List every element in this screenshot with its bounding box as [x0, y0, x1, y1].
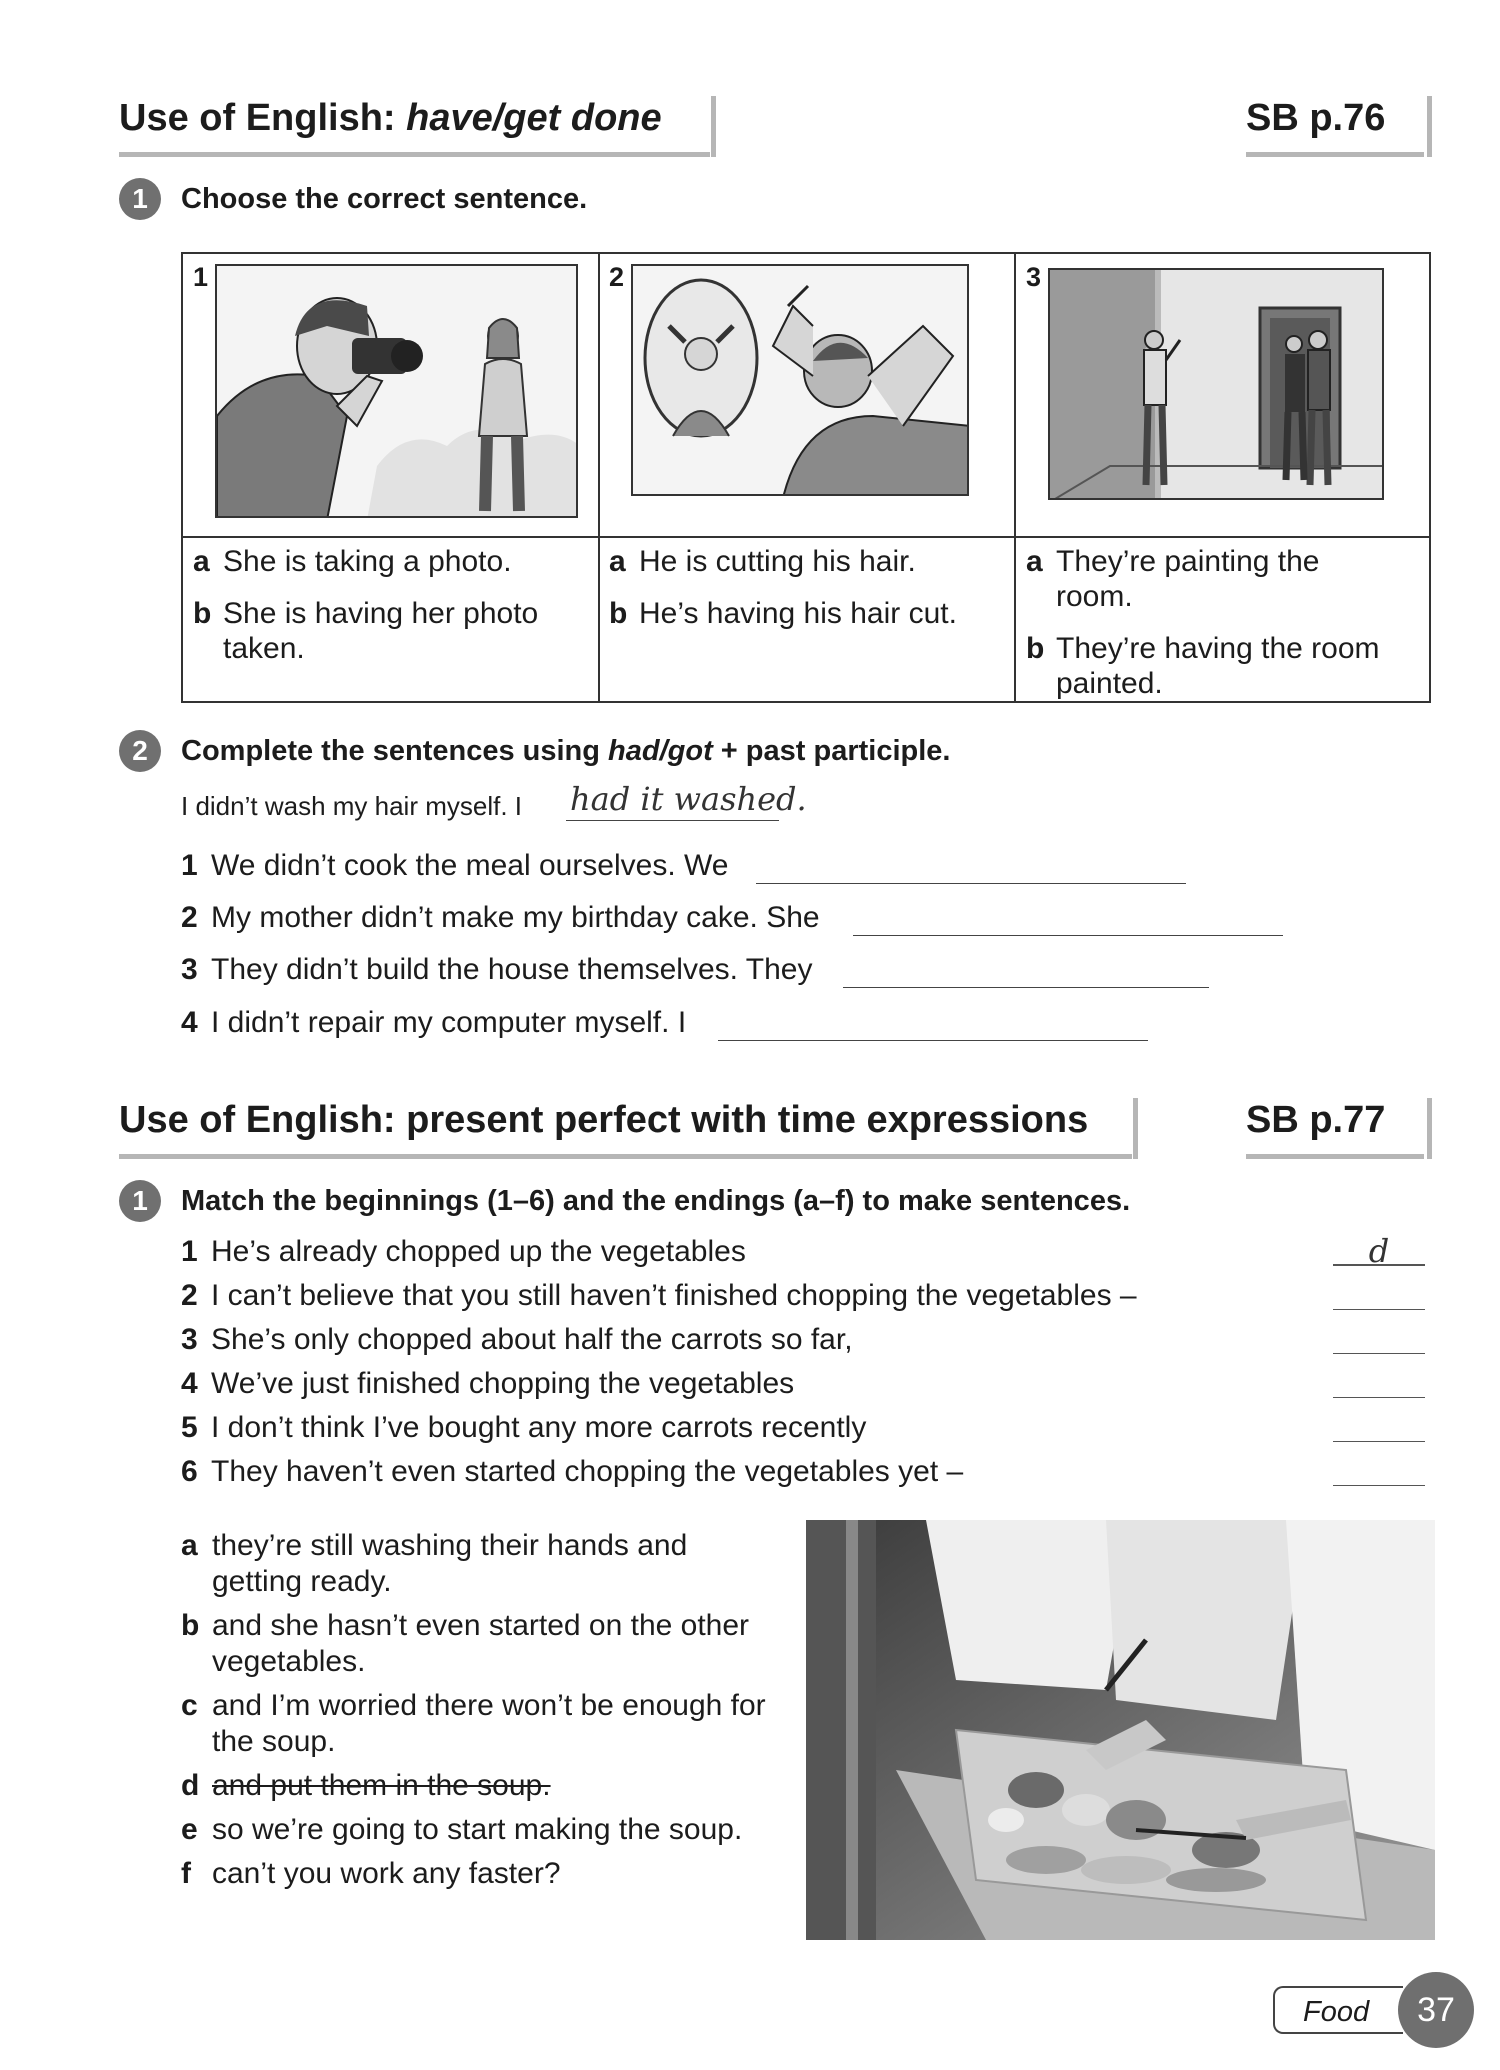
item-number: 4	[181, 1367, 198, 1400]
gap-item-3	[181, 952, 812, 988]
item-number: 5	[181, 1411, 198, 1444]
beginning-6	[181, 1454, 963, 1490]
option-3a	[1026, 544, 1416, 614]
gap-item-4	[181, 1005, 686, 1041]
option-text: She is taking a photo.	[223, 545, 512, 578]
ending-b	[181, 1608, 781, 1680]
option-3b	[1026, 631, 1416, 701]
item-text: I didn’t repair my computer myself. I	[211, 1006, 687, 1039]
item-number: 3	[181, 1323, 198, 1356]
sb-page-ref-77	[1246, 1098, 1424, 1159]
option-letter: a	[1026, 545, 1043, 578]
ending-text: so we’re going to start making the soup.	[212, 1813, 743, 1846]
ending-text: can’t you work any faster?	[212, 1857, 561, 1890]
exercise-number: 2	[119, 730, 161, 772]
item-text: I can’t believe that you still haven’t finished chopping the vegetables –	[211, 1279, 1137, 1312]
exercise-instruction: Match the beginnings (1–6) and the endings (a–f) to make sentences.	[181, 1185, 1131, 1217]
cell-number: 2	[609, 262, 625, 292]
option-letter: a	[609, 545, 626, 578]
option-text: He’s having his hair cut.	[639, 597, 957, 630]
section-title-present-perfect	[119, 1098, 1132, 1159]
beginning-4	[181, 1366, 794, 1402]
exercise-instruction	[181, 733, 950, 769]
match-answer-1[interactable]: d	[1333, 1232, 1425, 1266]
item-text: They didn’t build the house themselves. They	[211, 953, 813, 986]
item-number: 4	[181, 1006, 198, 1039]
option-text: She is having her photo taken.	[223, 597, 539, 665]
option-2b	[609, 596, 999, 631]
ending-text: and I’m worried there won’t be enough for the soup.	[212, 1689, 766, 1758]
instruction-part: Complete the sentences using	[181, 735, 609, 767]
ending-text: and she hasn’t even started on the other vegetables.	[212, 1609, 750, 1678]
ending-letter: c	[181, 1689, 198, 1722]
instruction-part: + past participle.	[712, 735, 951, 767]
option-1b	[193, 596, 583, 666]
item-text: We didn’t cook the meal ourselves. We	[211, 849, 729, 882]
item-number: 1	[181, 849, 198, 882]
match-answer-6[interactable]	[1333, 1453, 1425, 1486]
picture-choice-table	[181, 252, 1431, 703]
beginning-1	[181, 1234, 746, 1270]
ending-letter: e	[181, 1813, 198, 1846]
photographer-illustration	[215, 264, 578, 518]
option-text: He is cutting his hair.	[639, 545, 916, 578]
option-2a	[609, 544, 999, 579]
exercise-number: 1	[119, 178, 161, 220]
item-number: 2	[181, 901, 198, 934]
match-answer-5[interactable]	[1333, 1409, 1425, 1442]
option-letter: a	[193, 545, 210, 578]
answer-line[interactable]	[843, 987, 1209, 988]
section-title-have-get-done	[119, 96, 710, 157]
option-text: They’re having the room painted.	[1056, 632, 1380, 700]
ending-a	[181, 1528, 781, 1600]
ending-letter: b	[181, 1609, 200, 1642]
example-text: I didn’t wash my hair myself. I	[181, 791, 522, 821]
exercise-number: 1	[119, 1180, 161, 1222]
item-text: I don’t think I’ve bought any more carrots recently	[211, 1411, 867, 1444]
option-letter: b	[1026, 632, 1045, 665]
item-text: My mother didn’t make my birthday cake. She	[211, 901, 820, 934]
example-sentence	[181, 788, 522, 824]
ending-text: and put them in the soup.	[212, 1769, 551, 1802]
chefs-chopping-vegetables-photo	[806, 1520, 1435, 1940]
item-text: She’s only chopped about half the carrots so far,	[211, 1323, 853, 1356]
section-title-plain: Use of English:	[119, 97, 407, 139]
answer-line[interactable]	[756, 883, 1186, 884]
item-number: 6	[181, 1455, 198, 1488]
beginning-5	[181, 1410, 866, 1446]
sb-ref-label: SB p.76	[1246, 97, 1386, 139]
option-1a	[193, 544, 583, 579]
sb-page-ref-76	[1246, 96, 1424, 157]
ending-f	[181, 1856, 781, 1892]
item-text: We’ve just finished chopping the vegetables	[211, 1367, 795, 1400]
beginning-2	[181, 1278, 1137, 1314]
example-answer: had it washed.	[570, 780, 807, 818]
ending-e	[181, 1812, 801, 1848]
section-title-italic: have/get done	[406, 97, 662, 139]
match-answer-4[interactable]	[1333, 1365, 1425, 1398]
page-number: 37	[1398, 1972, 1474, 2048]
item-text: They haven’t even started chopping the vegetables yet –	[211, 1455, 964, 1488]
item-number: 1	[181, 1235, 198, 1268]
option-letter: b	[609, 597, 628, 630]
cell-number: 1	[193, 262, 209, 292]
match-answer-2[interactable]	[1333, 1277, 1425, 1310]
ending-text: they’re still washing their hands and getting ready.	[212, 1529, 688, 1598]
beginning-3	[181, 1322, 853, 1358]
haircut-mirror-illustration	[631, 264, 969, 496]
footer-topic-label: Food	[1273, 1986, 1403, 2034]
gap-item-2	[181, 900, 820, 936]
ending-letter: f	[181, 1857, 191, 1890]
ending-c	[181, 1688, 781, 1760]
sb-ref-label: SB p.77	[1246, 1099, 1386, 1141]
item-number: 3	[181, 953, 198, 986]
ending-d-example	[181, 1768, 781, 1804]
gap-item-1	[181, 848, 728, 884]
ending-letter: d	[181, 1769, 200, 1802]
item-number: 2	[181, 1279, 198, 1312]
answer-line[interactable]	[718, 1040, 1148, 1041]
option-text: They’re painting the room.	[1056, 545, 1320, 613]
exercise-instruction: Choose the correct sentence.	[181, 183, 588, 215]
section-title-text: Use of English: present perfect with time expressions	[119, 1099, 1089, 1141]
instruction-italic: had/got	[608, 735, 713, 767]
item-text: He’s already chopped up the vegetables	[211, 1235, 746, 1268]
ending-letter: a	[181, 1529, 198, 1562]
painting-room-illustration	[1048, 268, 1384, 500]
match-answer-3[interactable]	[1333, 1321, 1425, 1354]
example-answer-line	[566, 820, 779, 821]
answer-line[interactable]	[853, 935, 1283, 936]
option-letter: b	[193, 597, 212, 630]
cell-number: 3	[1026, 262, 1042, 292]
